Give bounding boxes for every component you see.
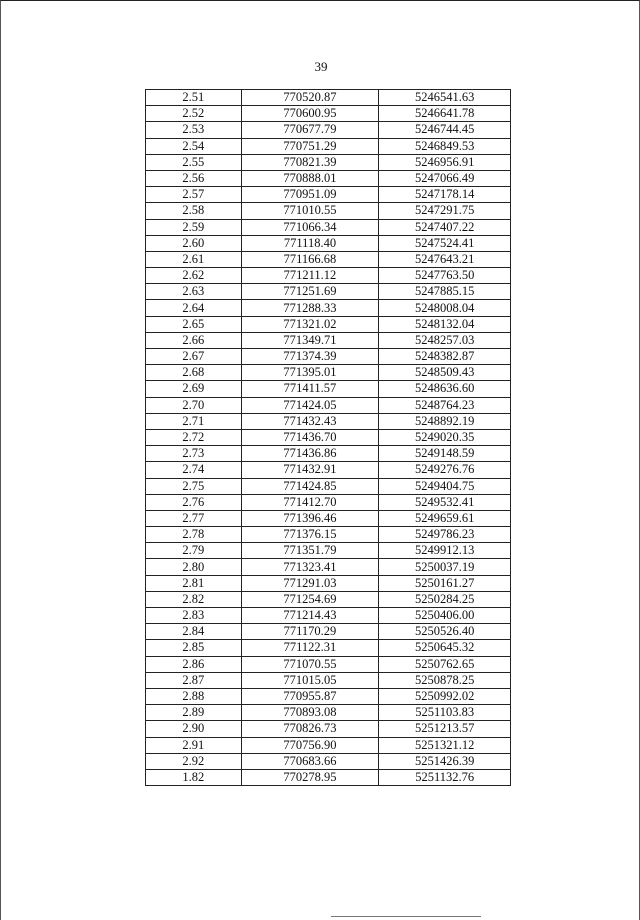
y-coordinate-cell: 5250161.27: [379, 575, 511, 591]
y-coordinate-cell: 5250878.25: [379, 672, 511, 688]
point-id-cell: 2.66: [146, 332, 242, 348]
x-coordinate-cell: 771166.68: [241, 251, 379, 267]
x-coordinate-cell: 770888.01: [241, 170, 379, 186]
y-coordinate-cell: 5248132.04: [379, 316, 511, 332]
x-coordinate-cell: 770955.87: [241, 688, 379, 704]
point-id-cell: 2.79: [146, 543, 242, 559]
y-coordinate-cell: 5246849.53: [379, 138, 511, 154]
point-id-cell: 1.82: [146, 769, 242, 785]
x-coordinate-cell: 770821.39: [241, 154, 379, 170]
point-id-cell: 2.72: [146, 429, 242, 445]
point-id-cell: 2.80: [146, 559, 242, 575]
y-coordinate-cell: 5248764.23: [379, 397, 511, 413]
table-row: [146, 478, 511, 494]
x-coordinate-cell: 771122.31: [241, 640, 379, 656]
y-coordinate-cell: 5249659.61: [379, 510, 511, 526]
y-coordinate-cell: 5251132.76: [379, 769, 511, 785]
x-coordinate-cell: 771214.43: [241, 608, 379, 624]
point-id-cell: 2.68: [146, 365, 242, 381]
y-coordinate-cell: 5247407.22: [379, 219, 511, 235]
point-id-cell: 2.85: [146, 640, 242, 656]
table-row: [146, 122, 511, 138]
y-coordinate-cell: 5248382.87: [379, 349, 511, 365]
y-coordinate-cell: 5249020.35: [379, 429, 511, 445]
table-row: [146, 510, 511, 526]
point-id-cell: 2.64: [146, 300, 242, 316]
point-id-cell: 2.88: [146, 688, 242, 704]
y-coordinate-cell: 5248509.43: [379, 365, 511, 381]
point-id-cell: 2.63: [146, 284, 242, 300]
point-id-cell: 2.90: [146, 721, 242, 737]
x-coordinate-cell: 771424.85: [241, 478, 379, 494]
y-coordinate-cell: 5250762.65: [379, 656, 511, 672]
x-coordinate-cell: 771432.43: [241, 413, 379, 429]
y-coordinate-cell: 5250992.02: [379, 688, 511, 704]
point-id-cell: 2.71: [146, 413, 242, 429]
point-id-cell: 2.74: [146, 462, 242, 478]
table-row: [146, 365, 511, 381]
x-coordinate-cell: 770278.95: [241, 769, 379, 785]
point-id-cell: 2.81: [146, 575, 242, 591]
point-id-cell: 2.83: [146, 608, 242, 624]
table-row: [146, 316, 511, 332]
point-id-cell: 2.65: [146, 316, 242, 332]
table-row: [146, 187, 511, 203]
x-coordinate-cell: 771211.12: [241, 268, 379, 284]
x-coordinate-cell: 771436.70: [241, 429, 379, 445]
y-coordinate-cell: 5249404.75: [379, 478, 511, 494]
y-coordinate-cell: 5247763.50: [379, 268, 511, 284]
x-coordinate-cell: 771170.29: [241, 624, 379, 640]
point-id-cell: 2.62: [146, 268, 242, 284]
x-coordinate-cell: 770683.66: [241, 753, 379, 769]
table-row: [146, 106, 511, 122]
table-row: [146, 203, 511, 219]
x-coordinate-cell: 771349.71: [241, 332, 379, 348]
x-coordinate-cell: 771015.05: [241, 672, 379, 688]
x-coordinate-cell: 770893.08: [241, 705, 379, 721]
y-coordinate-cell: 5247066.49: [379, 170, 511, 186]
page-number: 39: [314, 59, 328, 74]
x-coordinate-cell: 771251.69: [241, 284, 379, 300]
y-coordinate-cell: 5247291.75: [379, 203, 511, 219]
x-coordinate-cell: 770520.87: [241, 90, 379, 106]
point-id-cell: 2.61: [146, 251, 242, 267]
x-coordinate-cell: 771254.69: [241, 591, 379, 607]
y-coordinate-cell: 5251103.83: [379, 705, 511, 721]
y-coordinate-cell: 5248257.03: [379, 332, 511, 348]
point-id-cell: 2.58: [146, 203, 242, 219]
table-row: [146, 235, 511, 251]
x-coordinate-cell: 771066.34: [241, 219, 379, 235]
y-coordinate-cell: 5248008.04: [379, 300, 511, 316]
point-id-cell: 2.77: [146, 510, 242, 526]
y-coordinate-cell: 5246744.45: [379, 122, 511, 138]
y-coordinate-cell: 5250645.32: [379, 640, 511, 656]
y-coordinate-cell: 5249532.41: [379, 494, 511, 510]
y-coordinate-cell: 5250284.25: [379, 591, 511, 607]
table-row: [146, 268, 511, 284]
x-coordinate-cell: 771374.39: [241, 349, 379, 365]
x-coordinate-cell: 771412.70: [241, 494, 379, 510]
point-id-cell: 2.70: [146, 397, 242, 413]
point-id-cell: 2.59: [146, 219, 242, 235]
table-row: [146, 446, 511, 462]
point-id-cell: 2.52: [146, 106, 242, 122]
table-row: [146, 559, 511, 575]
table-row: [146, 624, 511, 640]
y-coordinate-cell: 5246541.63: [379, 90, 511, 106]
x-coordinate-cell: 771432.91: [241, 462, 379, 478]
table-row: [146, 721, 511, 737]
table-row: [146, 90, 511, 106]
table-row: [146, 608, 511, 624]
point-id-cell: 2.55: [146, 154, 242, 170]
table-row: [146, 640, 511, 656]
table-row: [146, 494, 511, 510]
y-coordinate-cell: 5250406.00: [379, 608, 511, 624]
point-id-cell: 2.60: [146, 235, 242, 251]
x-coordinate-cell: 771351.79: [241, 543, 379, 559]
x-coordinate-cell: 771436.86: [241, 446, 379, 462]
table-row: [146, 397, 511, 413]
x-coordinate-cell: 771291.03: [241, 575, 379, 591]
x-coordinate-cell: 770756.90: [241, 737, 379, 753]
point-id-cell: 2.75: [146, 478, 242, 494]
coordinates-table-body: [146, 90, 511, 786]
point-id-cell: 2.89: [146, 705, 242, 721]
table-row: [146, 332, 511, 348]
table-row: [146, 737, 511, 753]
y-coordinate-cell: 5250526.40: [379, 624, 511, 640]
table-row: [146, 769, 511, 785]
x-coordinate-cell: 771411.57: [241, 381, 379, 397]
page-edge-line: [331, 916, 481, 917]
table-row: [146, 300, 511, 316]
y-coordinate-cell: 5251426.39: [379, 753, 511, 769]
table-row: [146, 591, 511, 607]
y-coordinate-cell: 5250037.19: [379, 559, 511, 575]
point-id-cell: 2.91: [146, 737, 242, 753]
table-row: [146, 543, 511, 559]
table-row: [146, 138, 511, 154]
point-id-cell: 2.82: [146, 591, 242, 607]
table-row: [146, 753, 511, 769]
y-coordinate-cell: 5249786.23: [379, 527, 511, 543]
y-coordinate-cell: 5246956.91: [379, 154, 511, 170]
x-coordinate-cell: 770826.73: [241, 721, 379, 737]
point-id-cell: 2.87: [146, 672, 242, 688]
x-coordinate-cell: 770951.09: [241, 187, 379, 203]
table-row: [146, 154, 511, 170]
point-id-cell: 2.69: [146, 381, 242, 397]
y-coordinate-cell: 5247643.21: [379, 251, 511, 267]
y-coordinate-cell: 5249276.76: [379, 462, 511, 478]
table-row: [146, 527, 511, 543]
table-row: [146, 381, 511, 397]
point-id-cell: 2.92: [146, 753, 242, 769]
y-coordinate-cell: 5247178.14: [379, 187, 511, 203]
table-row: [146, 705, 511, 721]
table-row: [146, 349, 511, 365]
y-coordinate-cell: 5248892.19: [379, 413, 511, 429]
y-coordinate-cell: 5249148.59: [379, 446, 511, 462]
point-id-cell: 2.57: [146, 187, 242, 203]
y-coordinate-cell: 5251321.12: [379, 737, 511, 753]
table-row: [146, 672, 511, 688]
point-id-cell: 2.73: [146, 446, 242, 462]
y-coordinate-cell: 5248636.60: [379, 381, 511, 397]
x-coordinate-cell: 771070.55: [241, 656, 379, 672]
point-id-cell: 2.86: [146, 656, 242, 672]
x-coordinate-cell: 771321.02: [241, 316, 379, 332]
y-coordinate-cell: 5247885.15: [379, 284, 511, 300]
table-row: [146, 462, 511, 478]
point-id-cell: 2.56: [146, 170, 242, 186]
table-row: [146, 429, 511, 445]
x-coordinate-cell: 771424.05: [241, 397, 379, 413]
table-row: [146, 219, 511, 235]
x-coordinate-cell: 771288.33: [241, 300, 379, 316]
x-coordinate-cell: 771396.46: [241, 510, 379, 526]
x-coordinate-cell: 771010.55: [241, 203, 379, 219]
y-coordinate-cell: 5249912.13: [379, 543, 511, 559]
y-coordinate-cell: 5246641.78: [379, 106, 511, 122]
x-coordinate-cell: 771376.15: [241, 527, 379, 543]
point-id-cell: 2.54: [146, 138, 242, 154]
x-coordinate-cell: 770600.95: [241, 106, 379, 122]
x-coordinate-cell: 771323.41: [241, 559, 379, 575]
y-coordinate-cell: 5251213.57: [379, 721, 511, 737]
point-id-cell: 2.76: [146, 494, 242, 510]
x-coordinate-cell: 770677.79: [241, 122, 379, 138]
coordinates-table: [145, 89, 511, 786]
point-id-cell: 2.53: [146, 122, 242, 138]
table-row: [146, 284, 511, 300]
point-id-cell: 2.67: [146, 349, 242, 365]
x-coordinate-cell: 771395.01: [241, 365, 379, 381]
x-coordinate-cell: 770751.29: [241, 138, 379, 154]
point-id-cell: 2.78: [146, 527, 242, 543]
x-coordinate-cell: 771118.40: [241, 235, 379, 251]
point-id-cell: 2.51: [146, 90, 242, 106]
table-row: [146, 688, 511, 704]
point-id-cell: 2.84: [146, 624, 242, 640]
table-row: [146, 251, 511, 267]
table-row: [146, 413, 511, 429]
table-row: [146, 656, 511, 672]
table-row: [146, 575, 511, 591]
y-coordinate-cell: 5247524.41: [379, 235, 511, 251]
table-row: [146, 170, 511, 186]
